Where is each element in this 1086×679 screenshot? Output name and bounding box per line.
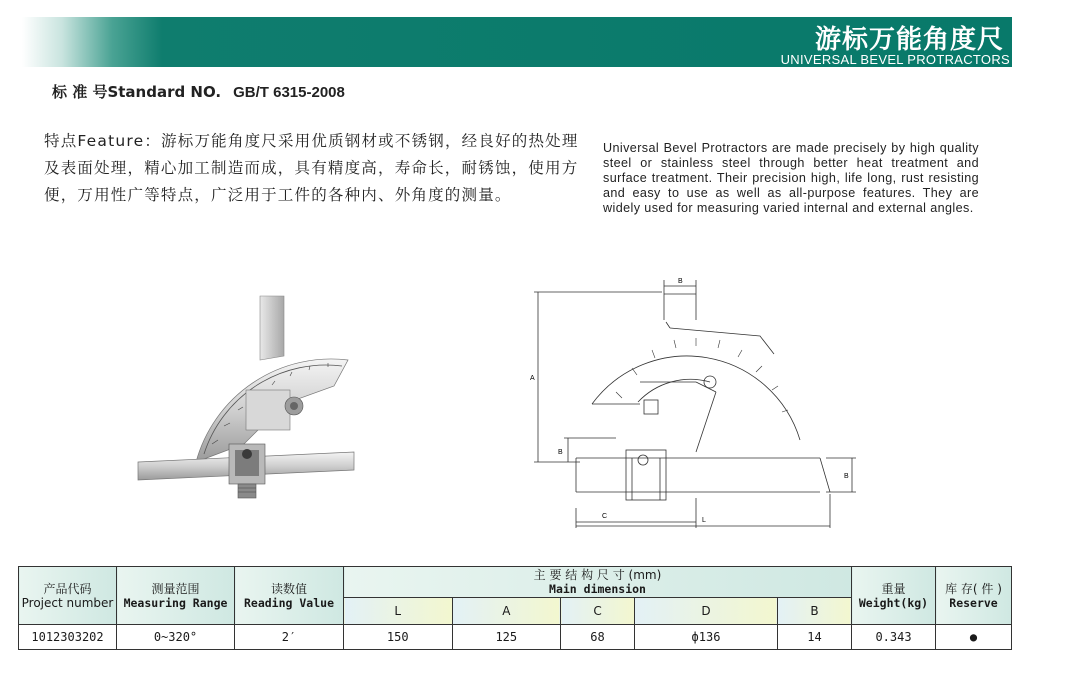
dim-label-c: C — [602, 513, 608, 520]
sub-col-b: B — [777, 598, 851, 625]
sub-col-c: C — [561, 598, 635, 625]
sub-col-a: A — [452, 598, 561, 625]
product-photo — [134, 294, 358, 508]
cell-c: 68 — [561, 625, 635, 650]
cell-b: 14 — [777, 625, 851, 650]
dim-label-b-right: B — [844, 473, 849, 480]
sub-col-l: L — [344, 598, 453, 625]
cell-reserve: ● — [936, 625, 1012, 650]
dim-label-l: L — [702, 517, 706, 524]
col-reading: 读数值 Reading Value — [235, 567, 344, 625]
title-cn: 游标万能角度尺 — [814, 25, 1004, 55]
cell-range: 0~320° — [117, 625, 235, 650]
feature-en: Universal Bevel Protractors are made precisely by high quality steel or stainless steel through better heat treatment and surface treatment. Their precision high, life long, rust resisting and easy to use as well as all-purpose features. They are widely used for measuring varied internal and external angles. — [603, 141, 979, 215]
cell-a: 125 — [452, 625, 561, 650]
cell-weight: 0.343 — [852, 625, 936, 650]
cell-d: ф136 — [634, 625, 777, 650]
spec-table — [18, 566, 1012, 650]
col-reserve: 库 存( 件 ) Reserve — [936, 567, 1012, 625]
dim-label-b-top: B — [678, 278, 683, 285]
standard-line — [52, 81, 345, 102]
technical-drawing — [520, 272, 865, 532]
dim-label-a: A — [530, 375, 535, 382]
cell-project: 1012303202 — [19, 625, 117, 650]
col-main-dimension: 主 要 结 构 尺 寸 (mm) Main dimension — [344, 567, 852, 598]
col-range: 测量范围 Measuring Range — [117, 567, 235, 625]
feature-cn: 特点Feature：游标万能角度尺采用优质钢材或不锈钢，经良好的热处理及表面处理，精心加工制造而成，具有精度高，寿命长，耐锈蚀，使用方便，万用性广等特点，广泛用于工件的各种内、外角度的测量。 — [44, 132, 579, 204]
sub-col-d: D — [634, 598, 777, 625]
table-row — [19, 625, 1012, 650]
cell-l: 150 — [344, 625, 453, 650]
dim-label-b-left: B — [558, 449, 563, 456]
header-banner — [22, 17, 1012, 67]
standard-number: GB/T 6315-2008 — [233, 84, 345, 101]
col-weight: 重量 Weight(kg) — [852, 567, 936, 625]
standard-label: 标 准 号Standard NO. — [52, 83, 222, 101]
col-project: 产品代码 Project number — [19, 567, 117, 625]
title-en: UNIVERSAL BEVEL PROTRACTORS — [780, 52, 1010, 67]
cell-reading: 2′ — [235, 625, 344, 650]
